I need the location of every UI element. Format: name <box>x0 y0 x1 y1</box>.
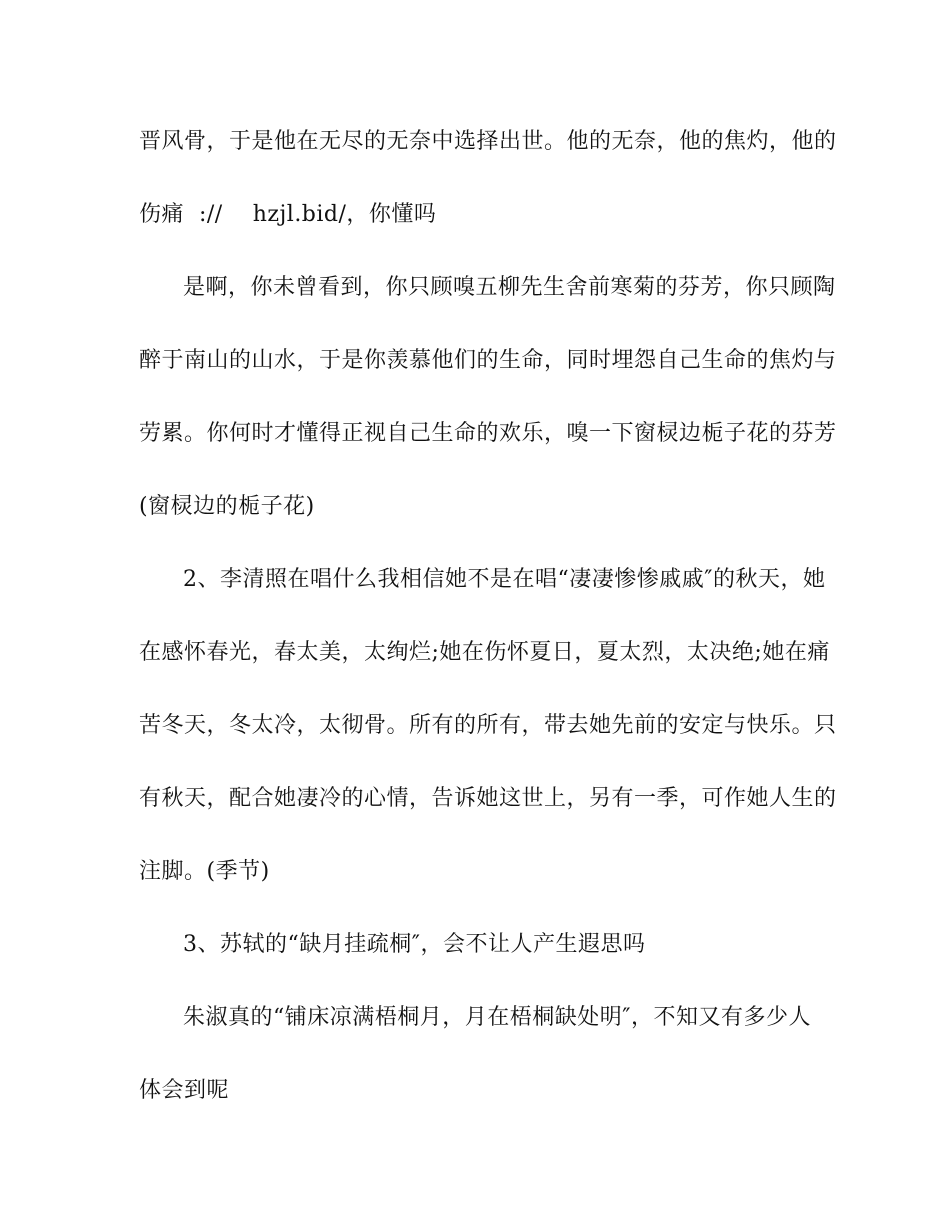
text-line: 朱淑真的“铺床凉满梧桐月，月在梧桐缺处明″，不知又有多少人 <box>183 1005 811 1030</box>
text-line: 醉于南山的山水，于是你羡慕他们的生命，同时埋怨自己生命的焦灼与 <box>139 348 837 373</box>
text-line: (窗棂边的栀子花) <box>139 494 315 519</box>
text-line: 2、李清照在唱什么我相信她不是在唱“凄凄惨惨戚戚″的秋天，她 <box>183 567 826 592</box>
text-line: 注脚。(季节) <box>139 859 270 884</box>
text-line: 苦冬天，冬太冷，太彻骨。所有的所有，带去她先前的安定与快乐。只 <box>139 713 837 738</box>
text-line: 3、苏轼的“缺月挂疏桐″，会不让人产生遐思吗 <box>183 932 646 957</box>
text-line: 晋风骨，于是他在无尽的无奈中选择出世。他的无奈，他的焦灼，他的 <box>139 129 837 154</box>
text-line: 有秋天，配合她凄冷的心情，告诉她这世上，另有一季，可作她人生的 <box>139 786 837 811</box>
text-line: 是啊，你未曾看到，你只顾嗅五柳先生舍前寒菊的芬芳，你只顾陶 <box>183 275 836 300</box>
text-line: 伤痛 :// hzjl.bid/，你懂吗 <box>139 202 437 227</box>
text-line: 劳累。你何时才懂得正视自己生命的欢乐，嗅一下窗棂边栀子花的芬芳 <box>139 421 837 446</box>
text-line: 体会到呢 <box>139 1078 230 1103</box>
text-line: 在感怀春光，春太美，太绚烂;她在伤怀夏日，夏太烈，太决绝;她在痛 <box>139 640 830 665</box>
